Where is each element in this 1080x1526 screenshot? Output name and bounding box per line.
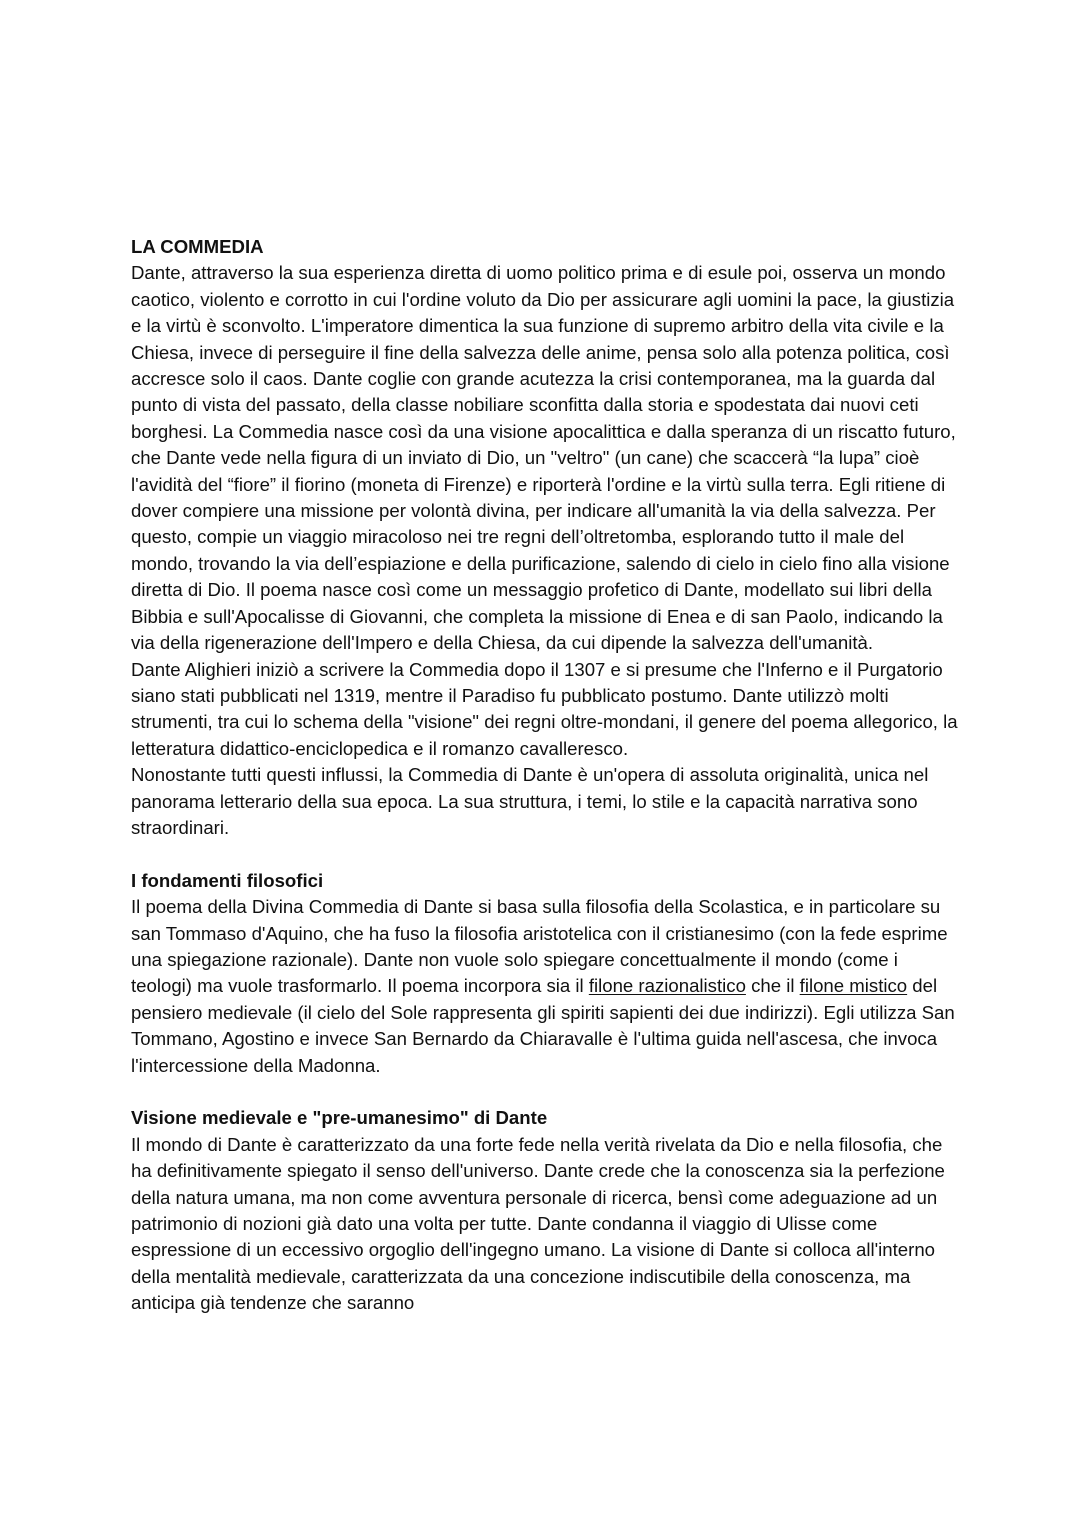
document-page (131, 234, 961, 1317)
paragraph-fondamenti-part-a: Il poema della Divina Commedia di Dante si basa sulla filosofia della Scolastica, e in particolare su san Tommaso d'Aquino, che ha fuso la filosofia aristotelica con il cristianesimo (con la fede esprime una spiegazione razionale). Dante non vuole solo spiegare concettualmente il mondo (come i teologi) ma vuole trasformarlo. Il poema incorpora sia il (131, 896, 948, 997)
paragraph-fondamenti-part-c: del pensiero medievale (il cielo del Sole rappresenta gli spiriti sapienti dei due indirizzi). Egli utilizza San Tommano, Agostino e invece San Bernardo da Chiaravalle è l'ultima guida nell'ascesa, che invoca l'intercessione della Madonna. (131, 975, 955, 1076)
underlined-term-filone-mistico: filone mistico (799, 975, 908, 997)
paragraph-fondamenti-part-b: che il (745, 975, 800, 997)
paragraph-commedia-composition: Dante Alighieri iniziò a scrivere la Commedia dopo il 1307 e si presume che l'Inferno e il Purgatorio siano stati pubblicati nel 1319, mentre il Paradiso fu pubblicato postumo. Dante utilizzò molti strumenti, tra cui lo schema della "visione" dei regni oltre-mondani, il genere del poema allegorico, la letteratura didattico-enciclopedica e il romanzo cavalleresco. (131, 658, 958, 759)
section-title-la-commedia: LA COMMEDIA (131, 236, 264, 257)
underlined-term-filone-razionalistico: filone razionalistico (588, 975, 746, 997)
section-title-visione: Visione medievale e "pre-umanesimo" di Dante (131, 1107, 548, 1129)
section-title-fondamenti: I fondamenti filosofici (131, 869, 324, 891)
section-spacer (131, 841, 961, 867)
section-spacer (131, 1079, 961, 1105)
section-la-commedia (131, 234, 961, 841)
paragraph-commedia-originality: Nonostante tutti questi influssi, la Commedia di Dante è un'opera di assoluta originalità, unica nel panorama letterario della sua epoca. La sua struttura, i temi, lo stile e la capacità narrativa sono straordinari. (131, 764, 929, 838)
section-visione-medievale (131, 1105, 961, 1316)
paragraph-fondamenti (131, 894, 961, 1079)
paragraph-visione: Il mondo di Dante è caratterizzato da una forte fede nella verità rivelata da Dio e nella filosofia, che ha definitivamente spiegato il senso dell'universo. Dante crede che la conoscenza sia la perfezione della natura umana, ma non come avventura personale di ricerca, bensì come adeguazione ad un patrimonio di nozioni già dato una volta per tutte. Dante condanna il viaggio di Ulisse come espressione di un eccessivo orgoglio dell'ingegno umano. La visione di Dante si colloca all'interno della mentalità medievale, caratterizzata da una concezione indiscutibile della conoscenza, ma anticipa già tendenze che saranno (131, 1133, 945, 1314)
section-fondamenti-filosofici (131, 868, 961, 1079)
paragraph-commedia-intro: Dante, attraverso la sua esperienza diretta di uomo politico prima e di esule poi, osserva un mondo caotico, violento e corrotto in cui l'ordine voluto da Dio per assicurare agli uomini la pace, la giustizia e la virtù è sconvolto. L'imperatore dimentica la sua funzione di supremo arbitro della vita civile e la Chiesa, invece di perseguire il fine della salvezza delle anime, pensa solo alla potenza politica, così accresce solo il caos. Dante coglie con grande acutezza la crisi contemporanea, ma la guarda dal punto di vista del passato, della classe nobiliare sconfitta dalla storia e spodestata dai nuovi ceti borghesi. La Commedia nasce così da una visione apocalittica e dalla speranza di un riscatto futuro, che Dante vede nella figura di un inviato di Dio, un "veltro" (un cane) che scaccerà “la lupa” cioè l'avidità del “fiore” il fiorino (moneta di Firenze) e riporterà l'ordine e la virtù sulla terra. Egli ritiene di dover compiere una missione per volontà divina, per indicare all'umanità la via della salvezza. Per questo, compie un viaggio miracoloso nei tre regni dell’oltretomba, esplorando tutto il male del mondo, trovando la via dell’espiazione e della purificazione, salendo di cielo in cielo fino alla visione diretta di Dio. Il poema nasce così come un messaggio profetico di Dante, modellato sui libri della Bibbia e sull'Apocalisse di Giovanni, che completa la missione di Enea e di san Paolo, indicando la via della rigenerazione dell'Impero e della Chiesa, da cui dipende la salvezza dell'umanità. (131, 262, 956, 654)
